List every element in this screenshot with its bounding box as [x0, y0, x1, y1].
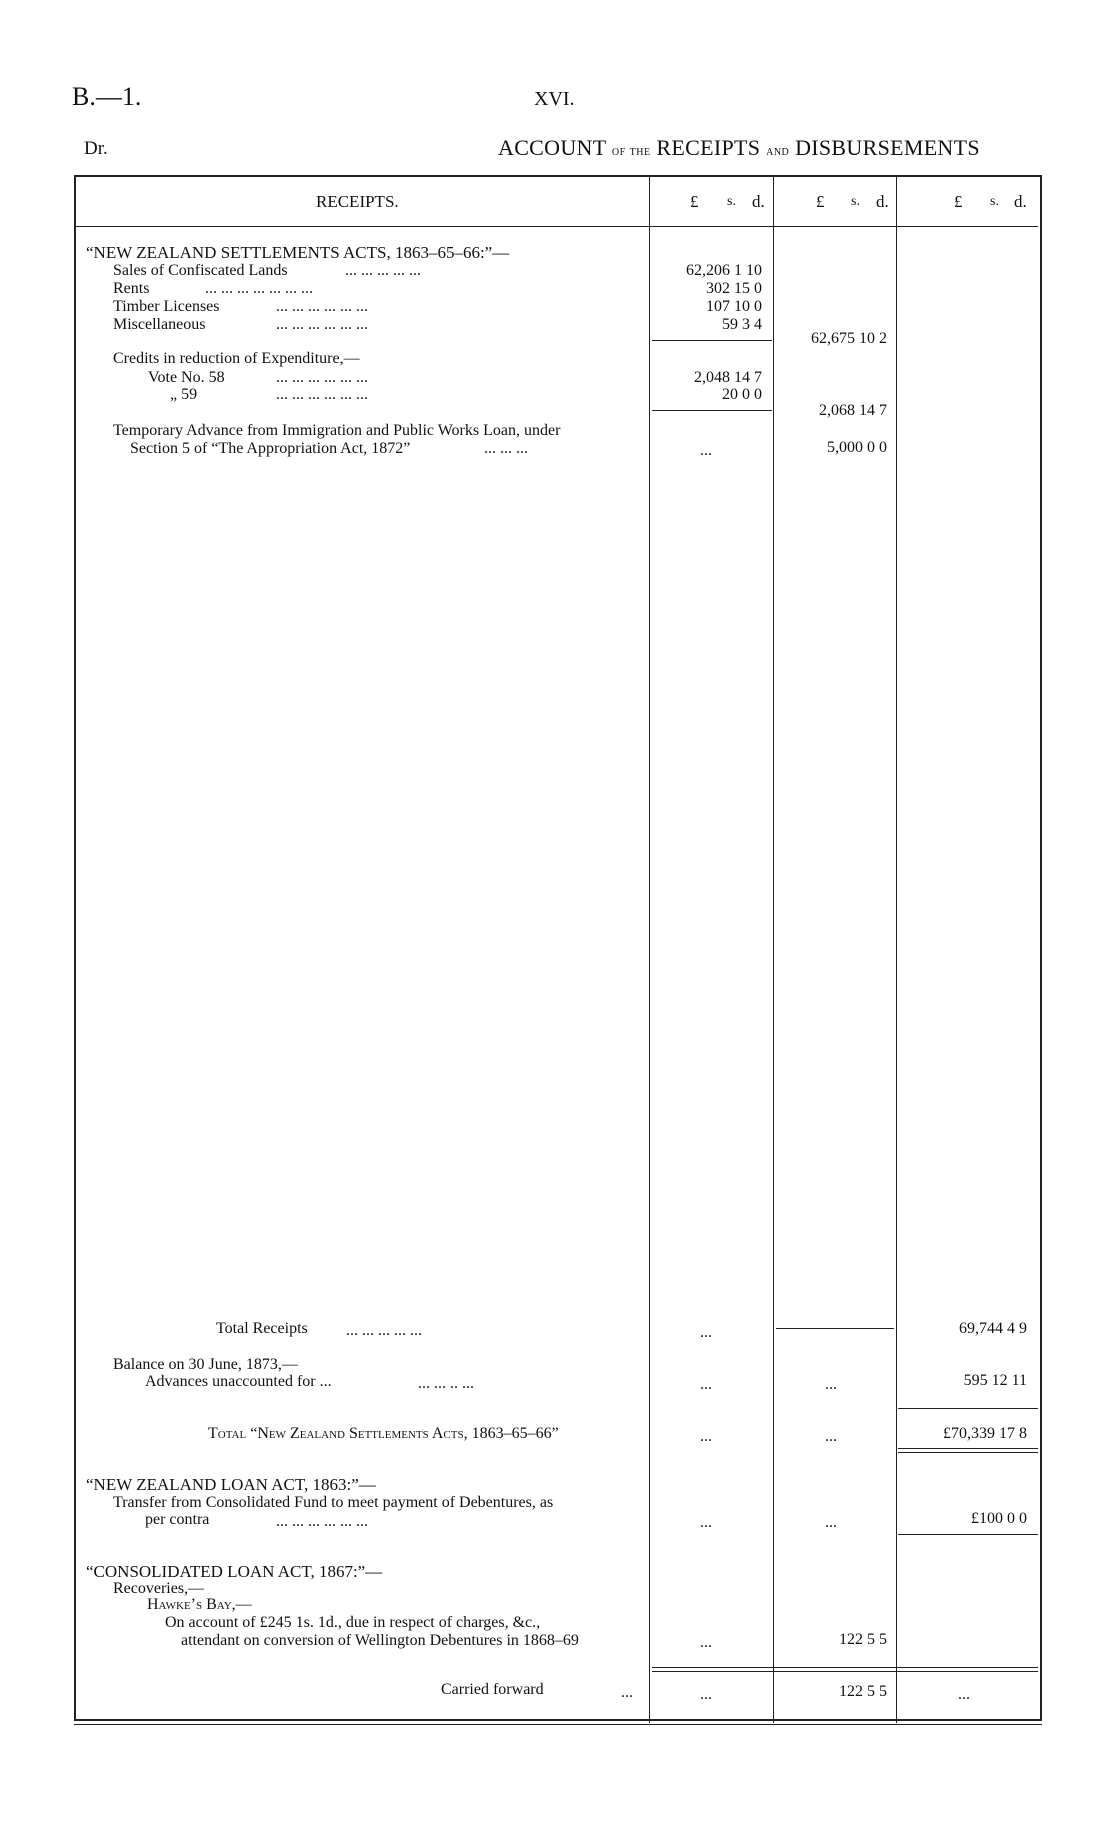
- advances-label: Advances unaccounted for ...: [145, 1373, 332, 1390]
- vote-amount-59: 20 0 0: [722, 386, 762, 403]
- item-leader-dots: ... ... ... ... ... ...: [276, 298, 368, 315]
- nzla-line-1: Transfer from Consolidated Fund to meet payment of Debentures, as: [113, 1494, 554, 1511]
- balance-label: Balance on 30 June, 1873,—: [113, 1356, 298, 1373]
- nzsa-total-label: Total “New Zealand Settlements Acts, 1863–65–66”: [208, 1425, 559, 1442]
- cla-amount: 122 5 5: [839, 1631, 887, 1648]
- advance-line-2: Section 5 of “The Appropriation Act, 1872”: [130, 440, 411, 457]
- item-label-timber-licenses: Timber Licenses: [113, 298, 220, 315]
- total-double-rule-2: [898, 1452, 1038, 1453]
- column-divider-1: [649, 175, 650, 1723]
- col3-pounds-header: £: [954, 192, 963, 211]
- title-word-and: and: [766, 144, 790, 159]
- item-leader-dots: ... ... ... ... ... ...: [276, 369, 368, 386]
- item-label-rents: Rents: [113, 280, 150, 297]
- page-ref: B.—1.: [72, 82, 142, 111]
- advance-line-1: Temporary Advance from Immigration and Public Works Loan, under: [113, 422, 561, 439]
- nzla-col1: ...: [700, 1514, 712, 1531]
- receipts-column-header: RECEIPTS.: [316, 192, 399, 211]
- col2-shillings-header: s.: [851, 194, 860, 209]
- carried-rule-2: [652, 1671, 1038, 1672]
- cla-section-title: “CONSOLIDATED LOAN ACT, 1867:”—: [86, 1562, 383, 1581]
- item-leader-dots: ... ... ... ... ... ...: [276, 1513, 368, 1530]
- column-divider-3: [896, 175, 897, 1723]
- advances-col2: ...: [825, 1376, 837, 1393]
- title-word-disbursements: DISBURSEMENTS: [795, 135, 980, 160]
- nzsa-subtotal: 62,675 10 2: [811, 330, 887, 347]
- table-bottom-rule-thin: [74, 1724, 1042, 1725]
- carried-forward-label: Carried forward: [441, 1681, 544, 1698]
- subtotal-rule: [652, 340, 772, 341]
- account-title: [498, 135, 980, 161]
- header-rule: [76, 226, 1038, 227]
- col1-pence-header: d.: [752, 192, 765, 211]
- nzla-line-2: per contra: [145, 1511, 210, 1528]
- total-receipts-label: Total Receipts: [216, 1320, 308, 1337]
- advance-amount: 5,000 0 0: [827, 439, 887, 456]
- nzla-section-title: “NEW ZEALAND LOAN ACT, 1863:”—: [86, 1475, 376, 1494]
- nzla-col2: ...: [825, 1514, 837, 1531]
- credits-title: Credits in reduction of Expenditure,—: [113, 350, 360, 367]
- nzsa-total-col2: ...: [825, 1428, 837, 1445]
- cla-region: Hawke’s Bay,—: [147, 1596, 252, 1613]
- nzsa-total-col1: ...: [700, 1428, 712, 1445]
- col1-pounds-header: £: [690, 192, 699, 211]
- total-rule-top: [898, 1408, 1038, 1409]
- col2-pounds-header: £: [816, 192, 825, 211]
- item-leader-dots: ... ... ... ... ...: [346, 1322, 422, 1339]
- credits-rule: [652, 410, 772, 411]
- cla-col1: ...: [700, 1634, 712, 1651]
- vote-label-58: Vote No. 58: [148, 369, 225, 386]
- item-leader-dots: ... ... ... ... ... ...: [276, 316, 368, 333]
- nzsa-section-title: “NEW ZEALAND SETTLEMENTS ACTS, 1863–65–66:”—: [86, 243, 510, 262]
- advances-col1: ...: [700, 1376, 712, 1393]
- item-leader-dots: ... ... ...: [484, 440, 528, 457]
- cla-line-2: attendant on conversion of Wellington Debentures in 1868–69: [181, 1632, 579, 1649]
- nzla-rule: [898, 1534, 1038, 1535]
- column-divider-2: [773, 175, 774, 1723]
- carried-col2: 122 5 5: [839, 1683, 887, 1700]
- item-amount-confiscated-lands: 62,206 1 10: [686, 262, 762, 279]
- total-receipts-amount: 69,744 4 9: [959, 1320, 1027, 1337]
- title-word-account: ACCOUNT: [498, 135, 607, 160]
- col3-shillings-header: s.: [990, 194, 999, 209]
- item-leader-dots: ... ... ... ... ... ... ...: [205, 280, 313, 297]
- carried-col3: ...: [958, 1686, 970, 1703]
- advance-col1-blank: ...: [700, 442, 712, 459]
- item-amount-rents: 302 15 0: [706, 280, 762, 297]
- page-number: XVI.: [534, 88, 575, 110]
- nzsa-total-amount: £70,339 17 8: [943, 1425, 1027, 1442]
- title-word-of-the: of the: [611, 144, 651, 159]
- total-double-rule-1: [898, 1448, 1038, 1449]
- item-label-confiscated-lands: Sales of Confiscated Lands: [113, 262, 288, 279]
- title-word-receipts: RECEIPTS: [656, 135, 761, 160]
- vote-amount-58: 2,048 14 7: [694, 369, 762, 386]
- total-receipts-col1: ...: [700, 1324, 712, 1341]
- cla-recoveries: Recoveries,—: [113, 1580, 205, 1597]
- item-amount-timber-licenses: 107 10 0: [706, 298, 762, 315]
- cla-line-1: On account of £245 1s. 1d., due in respect of charges, &c.,: [165, 1614, 541, 1631]
- carried-rule-1: [652, 1667, 1038, 1668]
- total-receipts-rule: [776, 1328, 894, 1329]
- carried-col1: ...: [700, 1686, 712, 1703]
- debit-side-label: Dr.: [84, 138, 108, 159]
- credits-total: 2,068 14 7: [819, 402, 887, 419]
- item-leader-dots: ... ... ... ... ...: [345, 262, 421, 279]
- item-amount-miscellaneous: 59 3 4: [722, 316, 762, 333]
- item-leader-dots: ...: [621, 1684, 633, 1701]
- col3-pence-header: d.: [1014, 192, 1027, 211]
- item-leader-dots: ... ... ... ... ... ...: [276, 386, 368, 403]
- col2-pence-header: d.: [876, 192, 889, 211]
- item-leader-dots: ... ... .. ...: [418, 1375, 474, 1392]
- advances-amount: 595 12 11: [963, 1372, 1027, 1389]
- vote-label-59: „ 59: [170, 386, 198, 403]
- item-label-miscellaneous: Miscellaneous: [113, 316, 206, 333]
- nzla-amount: £100 0 0: [971, 1510, 1027, 1527]
- col1-shillings-header: s.: [727, 194, 736, 209]
